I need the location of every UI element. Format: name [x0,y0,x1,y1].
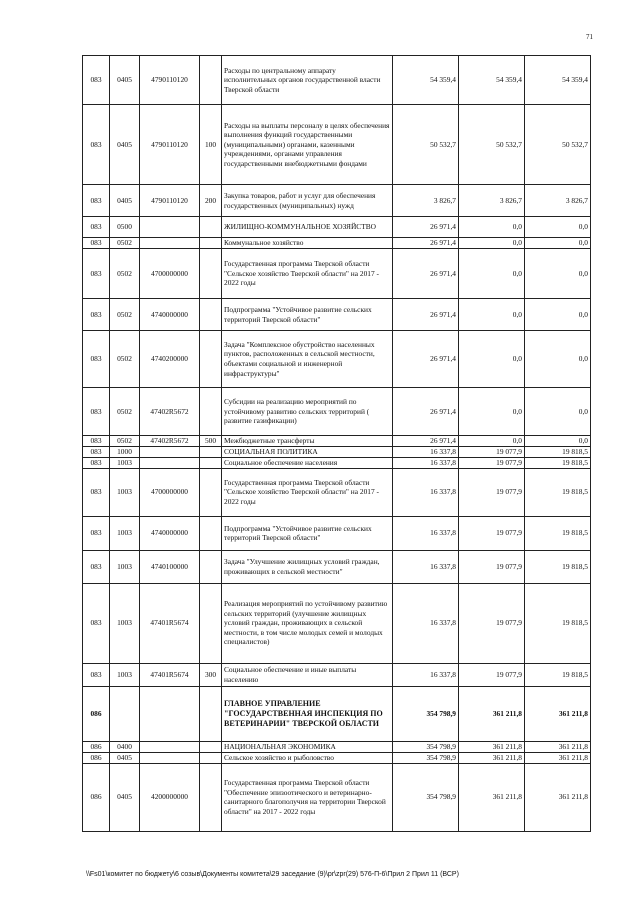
table-row [83,550,591,583]
expense-type-cell: 100 [200,105,222,185]
amount-2020-cell: 354 798,9 [393,763,459,831]
target-article-cell: 4740200000 [140,331,200,388]
admin-code-cell: 083 [83,331,110,388]
target-article-cell: 4790110120 [140,56,200,105]
amount-2021-cell: 19 077,9 [459,583,525,663]
amount-2020-cell: 16 337,8 [393,583,459,663]
amount-2021-cell: 0,0 [459,249,525,299]
table-row [83,516,591,550]
amount-2021-cell: 19 077,9 [459,516,525,550]
item-name-cell: Государственная программа Тверской области "Сельское хозяйство Тверской области" на 2017 - 2022 годы [222,468,393,516]
target-article-cell: 47401R5674 [140,663,200,686]
item-name-cell: Социальное обеспечение населения [222,457,393,468]
amount-2022-cell: 19 818,5 [525,516,591,550]
amount-2021-cell: 361 211,8 [459,686,525,741]
amount-2020-cell: 54 359,4 [393,56,459,105]
item-name-cell: Закупка товаров, работ и услуг для обеспечения государственных (муниципальных) нужд [222,185,393,217]
amount-2020-cell: 26 971,4 [393,249,459,299]
section-code-cell: 0502 [110,249,140,299]
expense-type-cell: 300 [200,663,222,686]
amount-2022-cell: 54 359,4 [525,56,591,105]
amount-2022-cell: 19 818,5 [525,583,591,663]
admin-code-cell: 083 [83,185,110,217]
expense-type-cell [200,686,222,741]
admin-code-cell: 083 [83,663,110,686]
amount-2022-cell: 19 818,5 [525,468,591,516]
amount-2021-cell: 0,0 [459,299,525,331]
table-row [83,249,591,299]
target-article-cell: 47402R5672 [140,388,200,436]
target-article-cell: 4700000000 [140,249,200,299]
section-code-cell: 0405 [110,763,140,831]
target-article-cell [140,752,200,763]
amount-2021-cell: 0,0 [459,238,525,249]
amount-2020-cell: 26 971,4 [393,217,459,238]
item-name-cell: Государственная программа Тверской области "Обеспечение эпизоотического и ветеринарно-санитарного благополучия на территории Тверской области" на 2017 - 2022 годы [222,763,393,831]
amount-2022-cell: 361 211,8 [525,752,591,763]
admin-code-cell: 083 [83,388,110,436]
table-row [83,238,591,249]
expense-type-cell [200,331,222,388]
amount-2022-cell: 361 211,8 [525,763,591,831]
section-code-cell: 0405 [110,185,140,217]
expense-type-cell [200,583,222,663]
table-row [83,331,591,388]
admin-code-cell: 083 [83,217,110,238]
table-row [83,741,591,752]
page-number: 71 [586,33,593,41]
table-row [83,388,591,436]
amount-2020-cell: 3 826,7 [393,185,459,217]
table-row [83,752,591,763]
table-row [83,447,591,458]
item-name-cell: ЖИЛИЩНО-КОММУНАЛЬНОЕ ХОЗЯЙСТВО [222,217,393,238]
section-code-cell: 0502 [110,331,140,388]
amount-2020-cell: 26 971,4 [393,388,459,436]
amount-2020-cell: 16 337,8 [393,663,459,686]
item-name-cell: НАЦИОНАЛЬНАЯ ЭКОНОМИКА [222,741,393,752]
target-article-cell [140,741,200,752]
admin-code-cell: 083 [83,299,110,331]
amount-2022-cell: 0,0 [525,436,591,447]
amount-2021-cell: 0,0 [459,217,525,238]
admin-code-cell: 086 [83,752,110,763]
item-name-cell: Сельское хозяйство и рыболовство [222,752,393,763]
amount-2021-cell: 19 077,9 [459,457,525,468]
amount-2022-cell: 0,0 [525,388,591,436]
admin-code-cell: 083 [83,550,110,583]
item-name-cell: Коммунальное хозяйство [222,238,393,249]
admin-code-cell: 083 [83,457,110,468]
section-code-cell: 1003 [110,468,140,516]
amount-2022-cell: 0,0 [525,331,591,388]
expense-type-cell [200,763,222,831]
table-row [83,468,591,516]
amount-2021-cell: 19 077,9 [459,550,525,583]
amount-2022-cell: 50 532,7 [525,105,591,185]
target-article-cell [140,457,200,468]
admin-code-cell: 086 [83,763,110,831]
amount-2020-cell: 26 971,4 [393,436,459,447]
item-name-cell: Социальное обеспечение и иные выплаты населению [222,663,393,686]
expense-type-cell [200,249,222,299]
amount-2022-cell: 361 211,8 [525,741,591,752]
target-article-cell: 4790110120 [140,105,200,185]
table-row [83,457,591,468]
admin-code-cell: 083 [83,516,110,550]
amount-2021-cell: 0,0 [459,331,525,388]
amount-2020-cell: 26 971,4 [393,331,459,388]
section-code-cell [110,686,140,741]
item-name-cell: Подпрограмма "Устойчивое развитие сельских территорий Тверской области" [222,516,393,550]
item-name-cell: Расходы по центральному аппарату исполнительных органов государственной власти Тверской области [222,56,393,105]
target-article-cell [140,447,200,458]
table-row [83,763,591,831]
target-article-cell: 4740000000 [140,516,200,550]
section-code-cell: 0502 [110,436,140,447]
expense-type-cell [200,752,222,763]
section-code-cell: 1003 [110,516,140,550]
table-row [83,686,591,741]
target-article-cell: 4700000000 [140,468,200,516]
amount-2022-cell: 0,0 [525,238,591,249]
expense-type-cell [200,238,222,249]
table-row [83,185,591,217]
amount-2021-cell: 19 077,9 [459,663,525,686]
item-name-cell: Реализация мероприятий по устойчивому развитию сельских территорий (улучшение жилищных условий граждан, проживающих в сельской местности, в том числе молодых семей и молодых специалистов) [222,583,393,663]
admin-code-cell: 083 [83,468,110,516]
amount-2021-cell: 19 077,9 [459,447,525,458]
target-article-cell: 4740100000 [140,550,200,583]
item-name-cell: Государственная программа Тверской области "Сельское хозяйство Тверской области" на 2017 - 2022 годы [222,249,393,299]
amount-2020-cell: 16 337,8 [393,447,459,458]
expense-type-cell [200,550,222,583]
amount-2021-cell: 361 211,8 [459,752,525,763]
target-article-cell: 47402R5672 [140,436,200,447]
admin-code-cell: 083 [83,436,110,447]
section-code-cell: 0502 [110,238,140,249]
expense-type-cell [200,56,222,105]
amount-2021-cell: 0,0 [459,436,525,447]
amount-2021-cell: 361 211,8 [459,763,525,831]
target-article-cell: 4740000000 [140,299,200,331]
table-row [83,436,591,447]
amount-2022-cell: 19 818,5 [525,663,591,686]
admin-code-cell: 083 [83,56,110,105]
amount-2021-cell: 3 826,7 [459,185,525,217]
expense-type-cell [200,516,222,550]
amount-2020-cell: 16 337,8 [393,516,459,550]
section-code-cell: 0405 [110,105,140,185]
section-code-cell: 0500 [110,217,140,238]
admin-code-cell: 083 [83,105,110,185]
admin-code-cell: 086 [83,686,110,741]
table-row [83,663,591,686]
amount-2022-cell: 0,0 [525,249,591,299]
expense-type-cell [200,299,222,331]
item-name-cell: Подпрограмма "Устойчивое развитие сельских территорий Тверской области" [222,299,393,331]
amount-2022-cell: 0,0 [525,217,591,238]
amount-2021-cell: 54 359,4 [459,56,525,105]
amount-2020-cell: 26 971,4 [393,238,459,249]
expense-type-cell [200,468,222,516]
amount-2020-cell: 16 337,8 [393,550,459,583]
item-name-cell: Межбюджетные трансферты [222,436,393,447]
target-article-cell [140,238,200,249]
expense-type-cell: 500 [200,436,222,447]
section-code-cell: 1003 [110,583,140,663]
section-code-cell: 0400 [110,741,140,752]
expense-type-cell [200,447,222,458]
amount-2022-cell: 3 826,7 [525,185,591,217]
item-name-cell: СОЦИАЛЬНАЯ ПОЛИТИКА [222,447,393,458]
section-code-cell: 1003 [110,550,140,583]
admin-code-cell: 083 [83,249,110,299]
section-code-cell: 0405 [110,752,140,763]
amount-2021-cell: 50 532,7 [459,105,525,185]
section-code-cell: 1000 [110,447,140,458]
target-article-cell: 4790110120 [140,185,200,217]
expense-type-cell [200,388,222,436]
admin-code-cell: 083 [83,583,110,663]
target-article-cell [140,217,200,238]
item-name-cell: Задача "Комплексное обустройство населенных пунктов, расположенных в сельской местности, объектами социальной и инженерной инфраструктуры" [222,331,393,388]
admin-code-cell: 083 [83,238,110,249]
section-code-cell: 0502 [110,299,140,331]
table-row [83,583,591,663]
target-article-cell: 47401R5674 [140,583,200,663]
table-row [83,217,591,238]
table-row [83,299,591,331]
section-code-cell: 1003 [110,663,140,686]
amount-2022-cell: 19 818,5 [525,457,591,468]
amount-2022-cell: 361 211,8 [525,686,591,741]
item-name-cell: Расходы на выплаты персоналу в целях обеспечения выполнения функций государственными (муниципальными) органами, казенными учреждениями, органами управления государственными внебюджетными фондами [222,105,393,185]
admin-code-cell: 086 [83,741,110,752]
target-article-cell: 4200000000 [140,763,200,831]
section-code-cell: 1003 [110,457,140,468]
amount-2020-cell: 354 798,9 [393,686,459,741]
section-code-cell: 0502 [110,388,140,436]
expense-type-cell [200,457,222,468]
target-article-cell [140,686,200,741]
amount-2020-cell: 16 337,8 [393,457,459,468]
amount-2020-cell: 26 971,4 [393,299,459,331]
amount-2020-cell: 16 337,8 [393,468,459,516]
expense-type-cell: 200 [200,185,222,217]
amount-2020-cell: 50 532,7 [393,105,459,185]
expense-type-cell [200,217,222,238]
amount-2022-cell: 19 818,5 [525,447,591,458]
section-code-cell: 0405 [110,56,140,105]
table-row [83,105,591,185]
amount-2021-cell: 19 077,9 [459,468,525,516]
budget-table [82,55,591,832]
item-name-cell: Субсидии на реализацию мероприятий по устойчивому развитию сельских территорий ( развитие газификации) [222,388,393,436]
amount-2021-cell: 0,0 [459,388,525,436]
amount-2020-cell: 354 798,9 [393,752,459,763]
amount-2022-cell: 19 818,5 [525,550,591,583]
amount-2022-cell: 0,0 [525,299,591,331]
expense-type-cell [200,741,222,752]
item-name-cell: Задача "Улучшение жилищных условий граждан, проживающих в сельской местности" [222,550,393,583]
admin-code-cell: 083 [83,447,110,458]
amount-2020-cell: 354 798,9 [393,741,459,752]
item-name-cell: ГЛАВНОЕ УПРАВЛЕНИЕ "ГОСУДАРСТВЕННАЯ ИНСПЕКЦИЯ ПО ВЕТЕРИНАРИИ" ТВЕРСКОЙ ОБЛАСТИ [222,686,393,741]
file-path-footer: \\Fs01\комитет по бюджету\6 созыв\Документы комитета\29 заседание (9)\pr\zpr(29) 576-П-6\Прил 2 Прил 11 (ВСР) [86,871,459,878]
amount-2021-cell: 361 211,8 [459,741,525,752]
table-row [83,56,591,105]
